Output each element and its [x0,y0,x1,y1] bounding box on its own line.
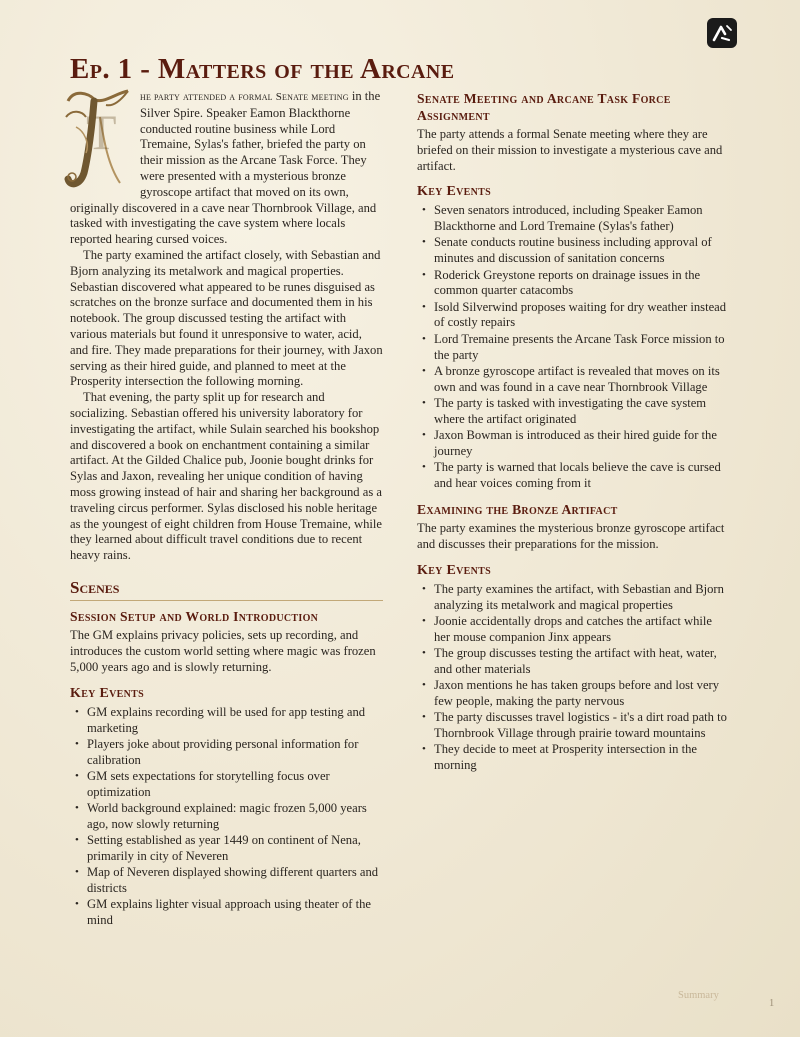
list-item: • Senate conducts routine business including approval of minutes and discussion of sanitation concerns [434,235,731,267]
list-item: • The party discusses travel logistics - it's a dirt road path to Thornbrook Village through prairie toward mountains [434,710,731,742]
list-item: • Setting established as year 1449 on continent of Nena, primarily in city of Neveren [87,833,383,865]
list-item: • The party is tasked with investigating the cave system where the artifact originated [434,396,731,428]
list-item: • Lord Tremaine presents the Arcane Task Force mission to the party [434,332,731,364]
scene-2-event-list [417,203,731,491]
list-item: • A bronze gyroscope artifact is revealed that moves on its own and was found in a cave near Thornbrook Village [434,364,731,396]
list-item: • They decide to meet at Prosperity intersection in the morning [434,742,731,774]
footer-label: Summary [678,990,719,1001]
left-column [70,89,383,929]
intro-paragraph-3: That evening, the party split up for research and socializing. Sebastian offered his university laboratory for investigating the artifact, while Sulain searched his bookshop and discovered a book on enchantment containing a similar artifact. At the Gilded Chalice pub, Joonie bought drinks for Sylas and Jaxon, revealing her unique condition of having moss growing instead of hair and sharing her background as a traveling circus performer. Sylas disclosed his noble heritage as the youngest of eight children from House Tremaine, while they learned about difficult travel conditions due to recent heavy rains. [70,390,382,563]
scene-3-title: Examining the Bronze Artifact [417,501,618,517]
intro-lead: he party attended a formal Senate meeting [140,91,349,103]
intro-text: in the Silver Spire. Speaker Eamon Blackthorne conducted routine business while Lord Tremaine, Sylas's father, briefed the party on their mission as the Arcane Task Force. They were presented with a mysterious bronze gyroscope artifact that moved on its own, originally discovered in a cave near Thornbrook Village, and tasked with investigating the cave system where locals reported hearing cursed voices. [70,89,381,247]
page-title: Ep. 1 - Matters of the Arcane [70,53,455,85]
scene-2-description: The party attends a formal Senate meeting where they are briefed on their mission to investigate a mysterious cave and artifact. [417,127,723,173]
list-item: • Roderick Greystone reports on drainage issues in the common quarter catacombs [434,268,731,300]
list-item: • The party is warned that locals believe the cave is cursed and hear voices coming from it [434,460,731,492]
scene-1-title: Session Setup and World Introduction [70,608,319,624]
logo-icon [707,18,737,48]
list-item: • The party examines the artifact, with Sebastian and Bjorn analyzing its metalwork and magical properties [434,582,731,614]
drop-cap-letter: T [86,104,117,160]
list-item: • GM explains recording will be used for app testing and marketing [87,705,383,737]
drop-cap-ornament [64,87,132,192]
list-item: • Joonie accidentally drops and catches the artifact while her mouse companion Jinx appears [434,614,731,646]
page-number: 1 [769,998,775,1009]
list-item: • Isold Silverwind proposes waiting for dry weather instead of costly repairs [434,300,731,332]
list-item: • Players joke about providing personal information for calibration [87,737,383,769]
intro-paragraph-1 [70,89,383,248]
list-item: • Seven senators introduced, including Speaker Eamon Blackthorne and Lord Tremaine (Sylas's father) [434,203,731,235]
scene-3-description: The party examines the mysterious bronze gyroscope artifact and discusses their preparations for the mission. [417,521,725,552]
list-item: • World background explained: magic frozen 5,000 years ago, now slowly returning [87,801,383,833]
list-item: • The group discusses testing the artifact with heat, water, and other materials [434,646,731,678]
list-item: • Jaxon mentions he has taken groups before and lost very few people, making the party nervous [434,678,731,710]
scene-2-key-events-heading: Key Events [417,184,491,200]
app-logo[interactable] [707,18,737,48]
scene-1-key-events-heading: Key Events [70,685,144,701]
list-item: • Map of Neveren displayed showing different quarters and districts [87,865,383,897]
list-item: • GM explains lighter visual approach using theater of the mind [87,897,383,929]
scene-1-description: The GM explains privacy policies, sets up recording, and introduces the custom world setting where magic was frozen 5,000 years ago and is slowly returning. [70,628,376,674]
intro-paragraph-2: The party examined the artifact closely, with Sebastian and Bjorn analyzing its metalwork and magical properties. Sebastian discovered what appeared to be runes disguised as scratches on the bronze surface and documented them in his notebook. The group discussed testing the artifact with various materials but found it unresponsive to water, acid, and fire. They made preparations for their journey, with Jaxon serving as their hired guide, and planned to meet at the Prosperity intersection the following morning. [70,247,383,389]
list-item: • GM sets expectations for storytelling focus over optimization [87,769,383,801]
scenes-heading: Scenes [70,578,383,601]
right-column [417,89,731,774]
list-item: • Jaxon Bowman is introduced as their hired guide for the journey [434,428,731,460]
scene-1-event-list [70,705,383,929]
scene-2-title: Senate Meeting and Arcane Task Force Assignment [417,91,671,123]
scene-3-event-list [417,582,731,774]
scene-3-key-events-heading: Key Events [417,562,491,578]
